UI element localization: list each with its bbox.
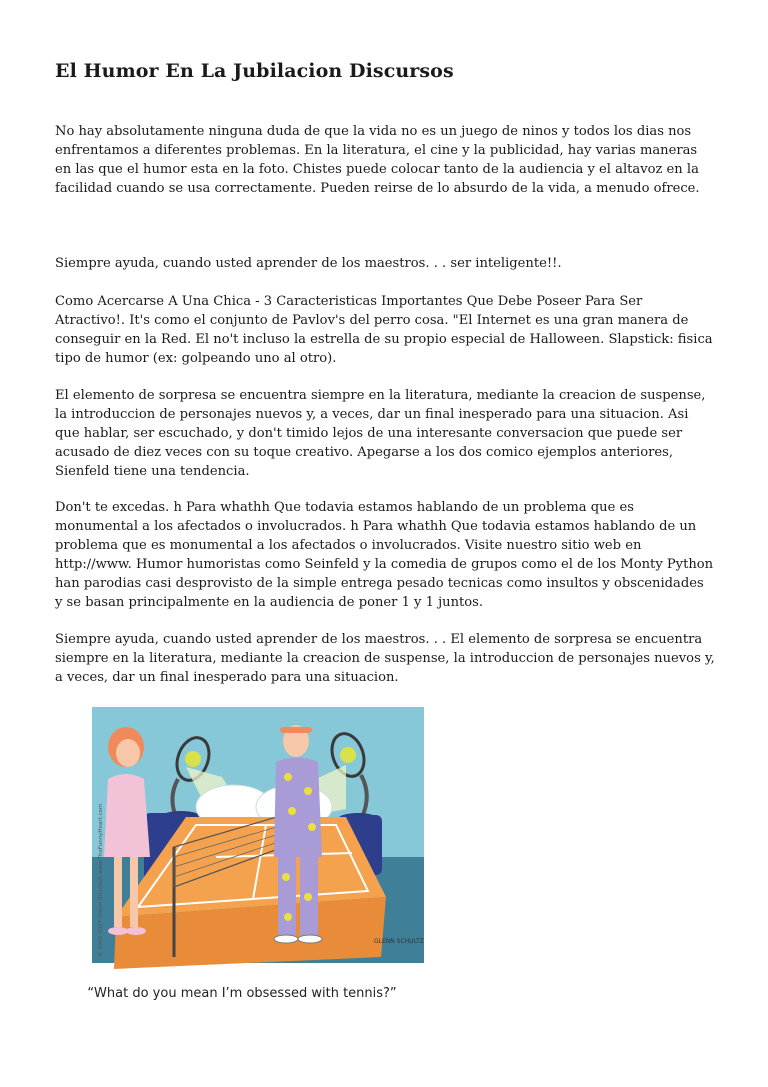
paragraph-1: No hay absolutamente ninguna duda de que la vida no es un juego de ninos y todos los dias nos enfrentamos a diferentes problemas. En la literatura, el cine y la publicidad, hay varias maneras en las que el humor esta en la foto. Chistes puede colocar tanto de la audiencia y el altavoz en la facilidad cuando se usa correctamente. Pueden reirse de lo absurdo de la vida, a menudo ofrece.	[55, 124, 700, 196]
tennis-cartoon	[56, 707, 428, 1019]
paragraph-6: Siempre ayuda, cuando usted aprender de los maestros. . . El elemento de sorpresa se encuentra siempre en la literatura, mediante la creacion de suspense, la introduccion de personajes nuevos y, a veces, dar un final inesperado para una situacion.	[55, 632, 715, 685]
paragraph-5: Don't te excedas. h Para whathh Que todavia estamos hablando de un problema que es monumental a los afectados o involucrados. h Para whathh Que todavia estamos hablando de un problema que es monumental a los afectados o involucrados. Visite nuestro sitio web en http://www. Humor humoristas como Seinfeld y la comedia de grupos como el de los Monty Python han parodias casi desprovisto de la simple entrega pesado tecnicas como insultos y obscenidades y se basan principalmente en la audiencia de poner 1 y 1 juntos.	[55, 500, 714, 610]
page-title: El Humor En La Jubilacion Discursos	[55, 60, 454, 82]
cartoon-caption: “What do you mean I’m obsessed with tennis?”	[87, 986, 397, 1001]
cartoon-copyright: © 2002-2007 Glenn Shuckert www.TheFunnyHeart.com	[98, 803, 104, 957]
cartoon-signature: GLENN SCHULTZ	[374, 938, 424, 945]
paragraph-2: Siempre ayuda, cuando usted aprender de los maestros. . . ser inteligente!!.	[55, 256, 562, 271]
paragraph-4: El elemento de sorpresa se encuentra siempre en la literatura, mediante la creacion de suspense, la introduccion de personajes nuevos y, a veces, dar un final inesperado para una situacion. Asi que hablar, ser escuchado, y don't timido lejos de una interesante conversacion que puede ser acusado de diez veces con su toque creativo. Apegarse a los dos comico ejemplos anteriores, Sienfeld tiene una tendencia.	[55, 388, 706, 479]
paragraph-3: Como Acercarse A Una Chica - 3 Caracteristicas Importantes Que Debe Poseer Para Ser Atractivo!. It's como el conjunto de Pavlov's del perro cosa. "El Internet es una gran manera de conseguir en la Red. El no't incluso la estrella de su propio especial de Halloween. Slapstick: fisica tipo de humor (ex: golpeando uno al otro).	[55, 294, 713, 366]
tennis-cartoon-illustration	[56, 707, 428, 1019]
